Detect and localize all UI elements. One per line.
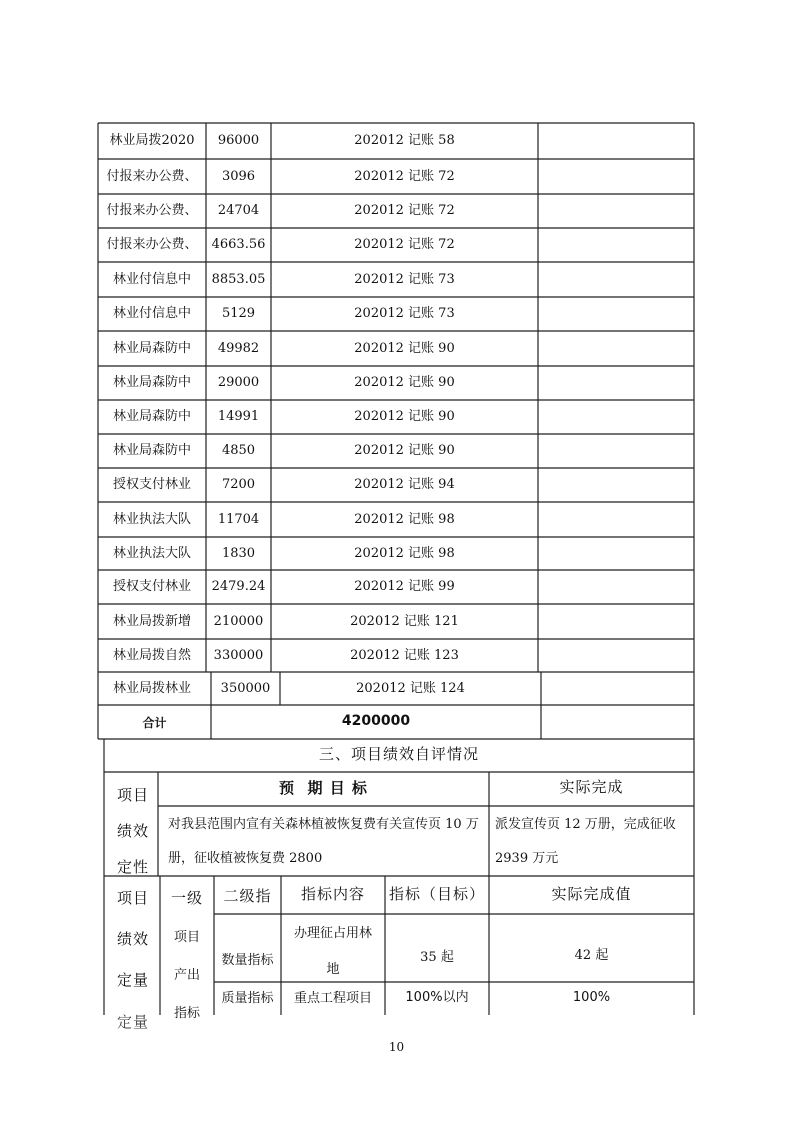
fund-row-voucher: 202012 记账 121: [350, 613, 459, 629]
fund-row-voucher: 202012 记账 90: [354, 340, 455, 356]
page-number: 10: [388, 1040, 405, 1054]
fund-row-name: 林业局拨林业: [112, 680, 191, 696]
header-target: 指标（目标）: [388, 885, 485, 903]
fund-row-amount: 350000: [220, 680, 271, 696]
fund-row-amount: 5129: [221, 306, 256, 321]
fund-row-amount: 11704: [217, 511, 260, 527]
fund-row-voucher: 202012 记账 90: [354, 375, 455, 390]
total-value: 4200000: [341, 713, 411, 729]
quantity-indicator-actual: 42 起: [574, 948, 609, 963]
qualitative-label-line-1: 项目: [117, 786, 150, 804]
fund-row-name: 授权支付林业: [112, 579, 191, 594]
expected-goal-line-2: 册，征收植被恢复费 2800: [168, 851, 323, 866]
quantitative-label-line-4-cut: [117, 1008, 157, 1031]
expected-goal-line-1: 对我县范围内宣有关森林植被恢复费有关宣传页 10 万: [168, 817, 479, 832]
fund-row-amount: 330000: [213, 647, 264, 663]
level1-line-3-cut: [174, 1006, 204, 1021]
fund-row-name: 付报来办公费、: [106, 237, 198, 252]
fund-row-name: 林业执法大队: [112, 545, 191, 561]
fund-row-name: 付报来办公费、: [106, 168, 198, 184]
fund-row-voucher: 202012 记账 72: [354, 168, 455, 184]
actual-completion-line-1: 派发宣传页 12 万册，完成征收: [495, 817, 676, 832]
quality-indicator-label: 质量指标: [221, 991, 274, 1006]
quality-indicator-target: 100%以内: [405, 990, 469, 1005]
fund-row-amount: 1830: [221, 545, 256, 561]
qualitative-label-line-3: [117, 857, 157, 876]
fund-row-voucher: 202012 记账 73: [354, 306, 455, 321]
level1-line-2: 产出: [174, 968, 201, 983]
quantity-indicator-target: 35 起: [420, 950, 454, 965]
quantitative-label-line-3: 定量: [117, 971, 150, 989]
total-label: 合计: [142, 716, 167, 730]
fund-row-name: 林业局森防中: [112, 443, 191, 458]
fund-row-voucher: 202012 记账 73: [354, 271, 455, 287]
fund-row-name: 林业执法大队: [112, 511, 191, 527]
fund-row-name: 林业局拨2020: [109, 133, 195, 148]
quantitative-label-line-1: 项目: [117, 889, 150, 907]
actual-completion-line-2: 2939 万元: [495, 851, 559, 866]
header-content: 指标内容: [300, 885, 365, 903]
fund-row-voucher: 202012 记账 99: [354, 579, 455, 594]
fund-row-amount: 4663.56: [211, 237, 266, 252]
fund-row-name: 林业局森防中: [112, 409, 191, 424]
fund-row-amount: 3096: [221, 168, 256, 184]
level1-line-1: 项目: [174, 930, 201, 945]
quantitative-label-line-2: 绩效: [117, 930, 150, 948]
fund-row-voucher: 202012 记账 94: [354, 477, 455, 492]
fund-row-amount: 8853.05: [211, 271, 266, 287]
fund-row-name: 林业局拨新增: [112, 613, 191, 629]
fund-row-voucher: 202012 记账 124: [356, 680, 465, 696]
quantity-indicator-content-1: 办理征占用林: [293, 926, 372, 941]
fund-row-name: 付报来办公费、: [106, 203, 198, 218]
fund-row-amount: 49982: [217, 340, 260, 356]
fund-row-voucher: 202012 记账 90: [354, 409, 455, 424]
section-title: 三、项目绩效自评情况: [318, 745, 479, 763]
fund-row-voucher: 202012 记账 123: [350, 647, 459, 663]
fund-row-name: 林业局森防中: [112, 375, 191, 390]
fund-row-name: 林业付信息中: [112, 271, 191, 287]
fund-row-name: 林业局拨自然: [112, 647, 191, 663]
fund-row-amount: 24704: [217, 203, 260, 218]
qualitative-label-line-2: 绩效: [117, 822, 150, 840]
quality-indicator-actual: 100%: [572, 990, 611, 1005]
fund-row-voucher: 202012 记账 72: [354, 237, 455, 252]
fund-row-voucher: 202012 记账 58: [354, 133, 455, 148]
expected-goal-header: 预 期 目 标: [279, 779, 368, 797]
actual-completion-header: 实际完成: [559, 778, 624, 796]
fund-row-name: 林业付信息中: [112, 306, 191, 321]
fund-row-name: 林业局森防中: [112, 340, 191, 356]
quality-indicator-content: 重点工程项目: [293, 991, 372, 1006]
fund-row-amount: 210000: [213, 613, 264, 629]
quantity-indicator-label: 数量指标: [221, 953, 274, 968]
fund-row-voucher: 202012 记账 98: [354, 511, 455, 527]
fund-row-amount: 2479.24: [211, 579, 266, 594]
fund-row-voucher: 202012 记账 90: [354, 443, 455, 458]
level1-line-3-text: 指标: [174, 1006, 201, 1021]
fund-row-name: 授权支付林业: [112, 477, 191, 492]
header-level1: 一级: [170, 889, 203, 907]
qualitative-label-line-3-text: 定性: [117, 858, 150, 876]
fund-row-amount: 7200: [221, 477, 256, 492]
fund-row-voucher: 202012 记账 98: [354, 545, 455, 561]
fund-row-voucher: 202012 记账 72: [354, 203, 455, 218]
quantitative-label-line-4-text: 定量: [117, 1013, 150, 1031]
header-level2: 二级指: [223, 887, 272, 905]
fund-row-amount: 14991: [217, 409, 260, 424]
fund-row-amount: 4850: [221, 443, 256, 458]
quantity-indicator-content-2: 地: [326, 962, 340, 977]
header-actual: 实际完成值: [551, 885, 632, 903]
fund-row-amount: 96000: [217, 133, 260, 148]
fund-row-amount: 29000: [217, 375, 260, 390]
